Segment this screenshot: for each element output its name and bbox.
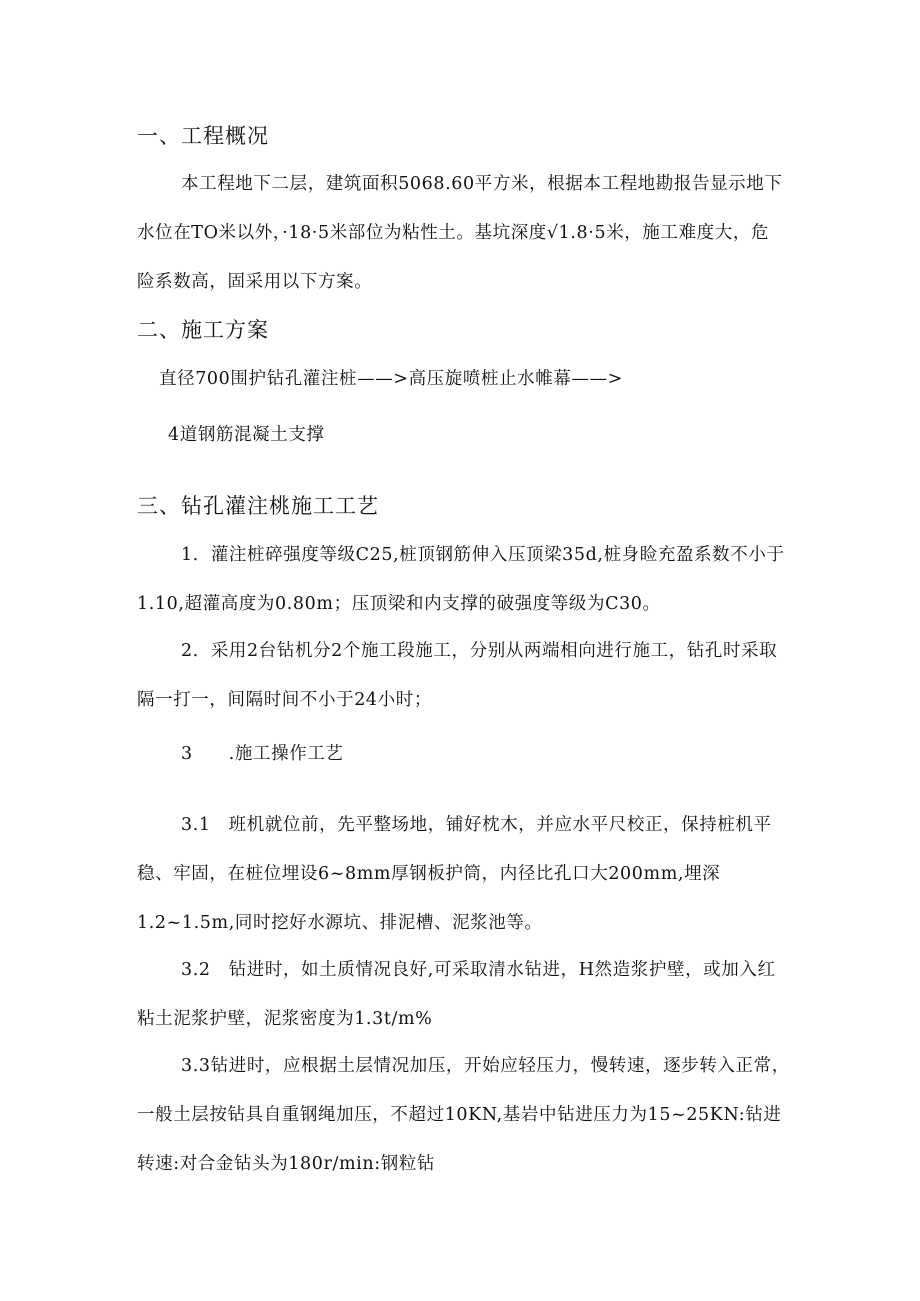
- item-3-1-line: 3.1 班机就位前，先平整场地，铺好枕木，并应水平尺校正，保持桩机平: [181, 815, 772, 835]
- item-2-line: 隔一打一，间隔时间不小于24小时；: [137, 690, 432, 710]
- item-3-2-line: 粘土泥浆护壁，泥浆密度为1.3t∕m%: [137, 1009, 433, 1029]
- plan-line: 直径700围护钻孔灌注桩——>高压旋喷桩止水帷幕——>: [159, 369, 623, 389]
- item-3-3-line: 3.3钻进时，应根据土层情况加压，开始应轻压力，慢转速，逐步转入正常，: [181, 1056, 790, 1076]
- item-2-line: 2．采用2台钻机分2个施工段施工，分别从两端相向进行施工，钻孔时采取: [181, 641, 778, 661]
- item-3-3-line: 一般土层按钻具自重钢绳加压，不超过10KN,基岩中钻进压力为15~25KN:钻进: [137, 1105, 782, 1125]
- item-3-3-line: 转速:对合金钻头为180r∕min:钢粒钻: [137, 1154, 436, 1174]
- paragraph-line: 水位在TO米以外，·18·5米部位为粘性土。基坑深度√1.8·5米，施工难度大，危: [137, 223, 770, 243]
- item-1-line: 1.10,超灌高度为0.80m；压顶梁和内支撑的破强度等级为C30。: [137, 594, 661, 614]
- section-heading-plan: 二、施工方案: [137, 318, 269, 342]
- item-3-1-number: 3.1: [181, 815, 211, 835]
- paragraph-line: 本工程地下二层，建筑面积5068.60平方米，根据本工程地勘报告显示地下: [181, 174, 783, 194]
- item-3-2-line: 3.2 钻进时，如土质情况良好,可采取清水钻进，H然造浆护壁，或加入红: [181, 960, 776, 980]
- section-heading-process: 三、钻孔灌注桃施工工艺: [137, 494, 379, 518]
- paragraph-line: 险系数高，固采用以下方案。: [137, 272, 373, 292]
- item-3-1-line: 稳、牢固，在桩位埋设6~8mm厚钢板护筒，内径比孔口大200mm,埋深: [137, 864, 721, 884]
- section-heading-overview: 一、工程概况: [137, 124, 269, 148]
- item-3-text: .施工操作工艺: [228, 744, 344, 764]
- item-3-1-line: 1.2~1.5m,同时挖好水源坑、排泥槽、泥浆池等。: [137, 913, 543, 933]
- item-3-number: 3: [181, 744, 193, 764]
- item-3-heading: [181, 740, 344, 765]
- item-1-line: 1．灌注桩碎强度等级C25,桩顶钢筋伸入压顶梁35d,桩身睑充盈系数不小于: [181, 545, 785, 565]
- item-3-2-number: 3.2: [181, 960, 211, 980]
- plan-line: 4道钢筋混凝土支撑: [168, 425, 325, 445]
